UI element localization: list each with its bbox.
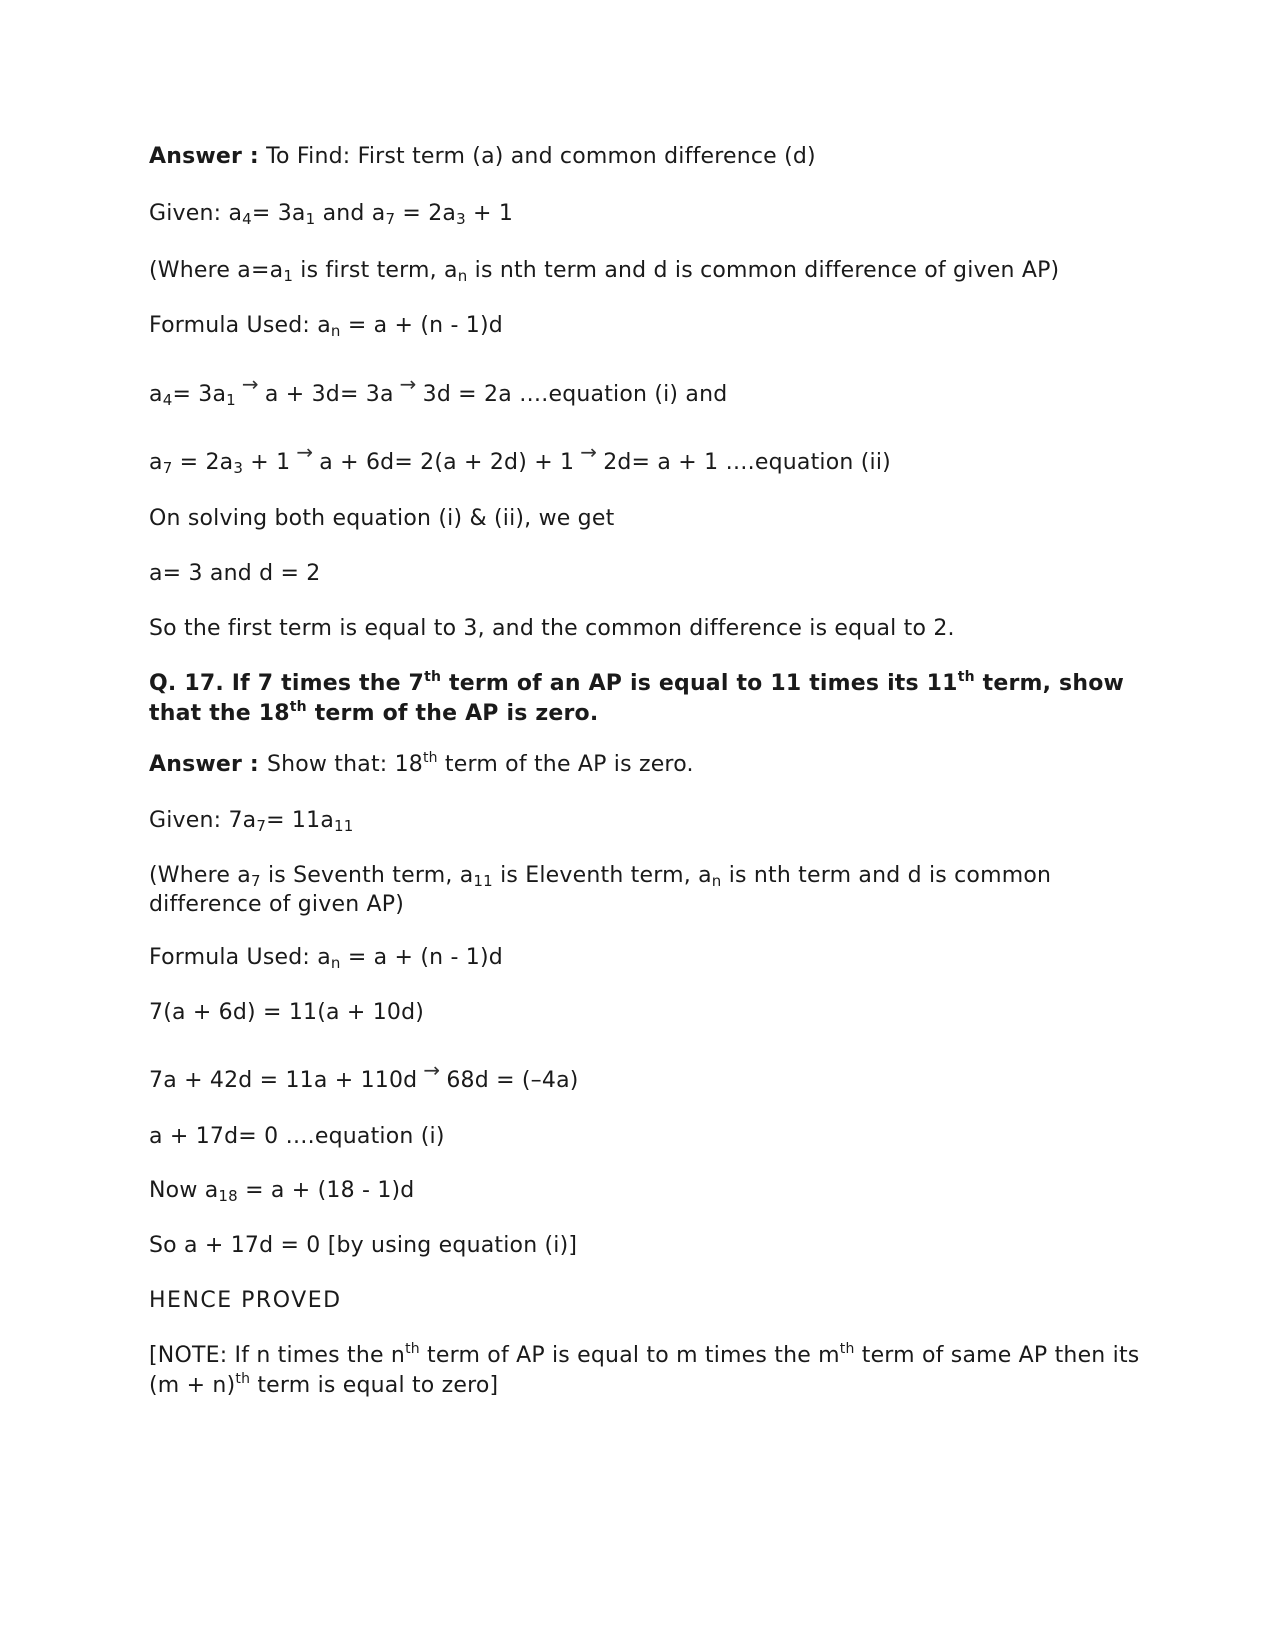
right-arrow-icon: → xyxy=(296,440,314,464)
note-line: [NOTE: If n times the $n^{th}$ term of AP is equal to m times the $m^{th}$ term of same AP then its $(m + n)^{th}$ term is equal to zero] xyxy=(149,1341,1140,1398)
equation-1-line: a4= 3a1→ a + 3d= 3a → 3d = 2a ….equation (i) and xyxy=(149,372,728,409)
question-17: Q. 17. If 7 times the 7th term of an AP is equal to 11 times its 11th term, show that the 18th term of the AP is zero. xyxy=(149,669,1125,726)
right-arrow-icon: → xyxy=(399,372,417,396)
step-4-line: Now a18 = a + (18 - 1)d xyxy=(149,1178,415,1205)
equation-2-line: a7 = 2a3 + 1 → a + 6d= 2(a + 2d) + 1 → 2d= a + 1 ….equation (ii) xyxy=(149,440,891,477)
step-1-line: 7(a + 6d) = 11(a + 10d) xyxy=(149,1000,425,1025)
right-arrow-icon: → xyxy=(423,1058,441,1082)
formula-17-line: Formula Used: an = a + (n - 1)d xyxy=(149,945,503,972)
answer-to-find xyxy=(149,143,816,170)
result-line: a= 3 and d = 2 xyxy=(149,561,321,586)
step-2-line: 7a + 42d = 11a + 110d → 68d = (–4a) xyxy=(149,1058,579,1093)
hence-proved: HENCE PROVED xyxy=(149,1288,342,1313)
right-arrow-icon: → xyxy=(580,440,598,464)
where-17-line: (Where a7 is Seventh term, a11 is Eleventh term, an is nth term and d is common difference of given AP) xyxy=(149,863,1052,917)
answer-label: Answer : xyxy=(149,752,259,777)
answer-label: Answer : xyxy=(149,144,259,169)
given-line: Given: a4= 3a1 and a7 = 2a3 + 1 xyxy=(149,201,514,228)
conclusion-line: So the first term is equal to 3, and the common difference is equal to 2. xyxy=(149,616,955,641)
step-5-line: So a + 17d = 0 [by using equation (i)] xyxy=(149,1233,578,1258)
formula-line: Formula Used: an = a + (n - 1)d xyxy=(149,313,503,340)
answer-17-show-that: Answer : Show that: 18th term of the AP is zero. xyxy=(149,750,694,777)
where-line: (Where a=a1 is first term, an is nth term and d is common difference of given AP) xyxy=(149,258,1060,285)
right-arrow-icon: → xyxy=(241,372,259,396)
step-3-line: a + 17d= 0 ….equation (i) xyxy=(149,1124,445,1149)
solving-line: On solving both equation (i) & (ii), we get xyxy=(149,506,615,531)
to-find-text: To Find: First term (a) and common difference (d) xyxy=(266,144,816,169)
given-17-line: Given: 7a7= 11a11 xyxy=(149,808,354,835)
